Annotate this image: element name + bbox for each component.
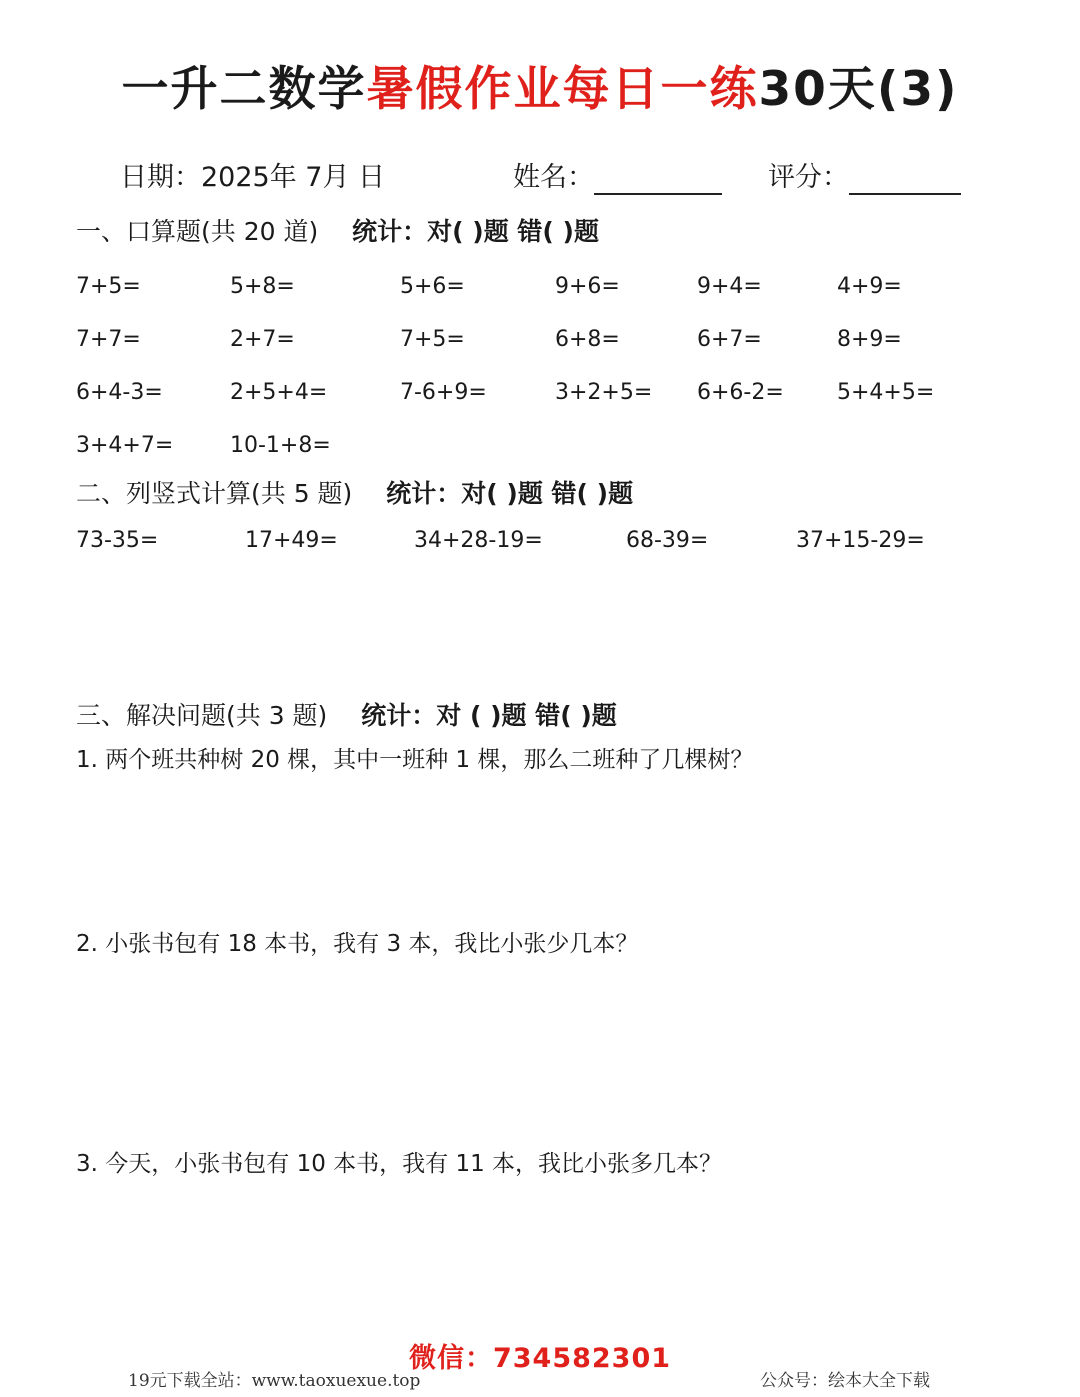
word-problem-3: 3. 今天，小张书包有 10 本书，我有 11 本，我比小张多几本？ xyxy=(76,1151,723,1177)
section-3-header xyxy=(76,700,617,733)
oral-question: 9+4= xyxy=(697,274,762,299)
vertical-question: 68-39= xyxy=(626,528,709,553)
word-problem-1: 1. 两个班共种树 20 棵，其中一班种 1 棵，那么二班种了几棵树？ xyxy=(76,747,754,773)
oral-question: 6+6-2= xyxy=(697,380,784,405)
section-2-header xyxy=(76,478,633,511)
title-part-days: 30天(3) xyxy=(758,62,959,117)
oral-question: 4+9= xyxy=(837,274,902,299)
section-3-stat: 统计：对 ( )题 错( )题 xyxy=(361,701,617,730)
title-part-black: 一升二数学 xyxy=(121,62,367,117)
wechat-watermark: 微信：734582301 xyxy=(408,1343,672,1374)
oral-question: 7-6+9= xyxy=(400,380,487,405)
oral-question: 6+8= xyxy=(555,327,620,352)
oral-question: 6+7= xyxy=(697,327,762,352)
score-field[interactable] xyxy=(768,160,961,195)
oral-question: 2+5+4= xyxy=(230,380,328,405)
section-1-heading: 一、口算题(共 20 道) xyxy=(76,217,319,246)
score-label: 评分： xyxy=(768,162,849,193)
oral-question: 5+4+5= xyxy=(837,380,935,405)
section-1-header xyxy=(76,216,599,249)
score-blank[interactable] xyxy=(849,163,961,195)
vertical-question: 34+28-19= xyxy=(414,528,543,553)
oral-question: 3+4+7= xyxy=(76,433,174,458)
footer-download-site: 19元下载全站：www.taoxuexue.top xyxy=(128,1371,421,1391)
vertical-question: 37+15-29= xyxy=(796,528,925,553)
footer-official-account: 公众号：绘本大全下载 xyxy=(760,1371,930,1391)
oral-question: 5+6= xyxy=(400,274,465,299)
oral-question: 9+6= xyxy=(555,274,620,299)
date-field xyxy=(120,160,385,195)
oral-question: 2+7= xyxy=(230,327,295,352)
section-3-heading: 三、解决问题(共 3 题) xyxy=(76,701,328,730)
oral-question: 7+5= xyxy=(400,327,465,352)
oral-question: 8+9= xyxy=(837,327,902,352)
section-1-stat: 统计：对( )题 错( )题 xyxy=(352,217,599,246)
oral-question: 6+4-3= xyxy=(76,380,163,405)
name-blank[interactable] xyxy=(594,163,722,195)
date-label: 日期：2025年 7月 日 xyxy=(120,162,386,193)
oral-question: 10-1+8= xyxy=(230,433,331,458)
name-field[interactable] xyxy=(513,160,722,195)
oral-question: 7+7= xyxy=(76,327,141,352)
section-2-stat: 统计：对( )题 错( )题 xyxy=(386,479,634,508)
oral-question: 3+2+5= xyxy=(555,380,653,405)
oral-question: 7+5= xyxy=(76,274,141,299)
vertical-question: 73-35= xyxy=(76,528,159,553)
vertical-question: 17+49= xyxy=(245,528,338,553)
section-2-heading: 二、列竖式计算(共 5 题) xyxy=(76,479,353,508)
oral-question: 5+8= xyxy=(230,274,295,299)
word-problem-2: 2. 小张书包有 18 本书，我有 3 本，我比小张少几本？ xyxy=(76,931,639,957)
title-part-red: 暑假作业每日一练 xyxy=(366,62,759,117)
page-title xyxy=(0,62,1080,118)
name-label: 姓名： xyxy=(513,162,594,193)
